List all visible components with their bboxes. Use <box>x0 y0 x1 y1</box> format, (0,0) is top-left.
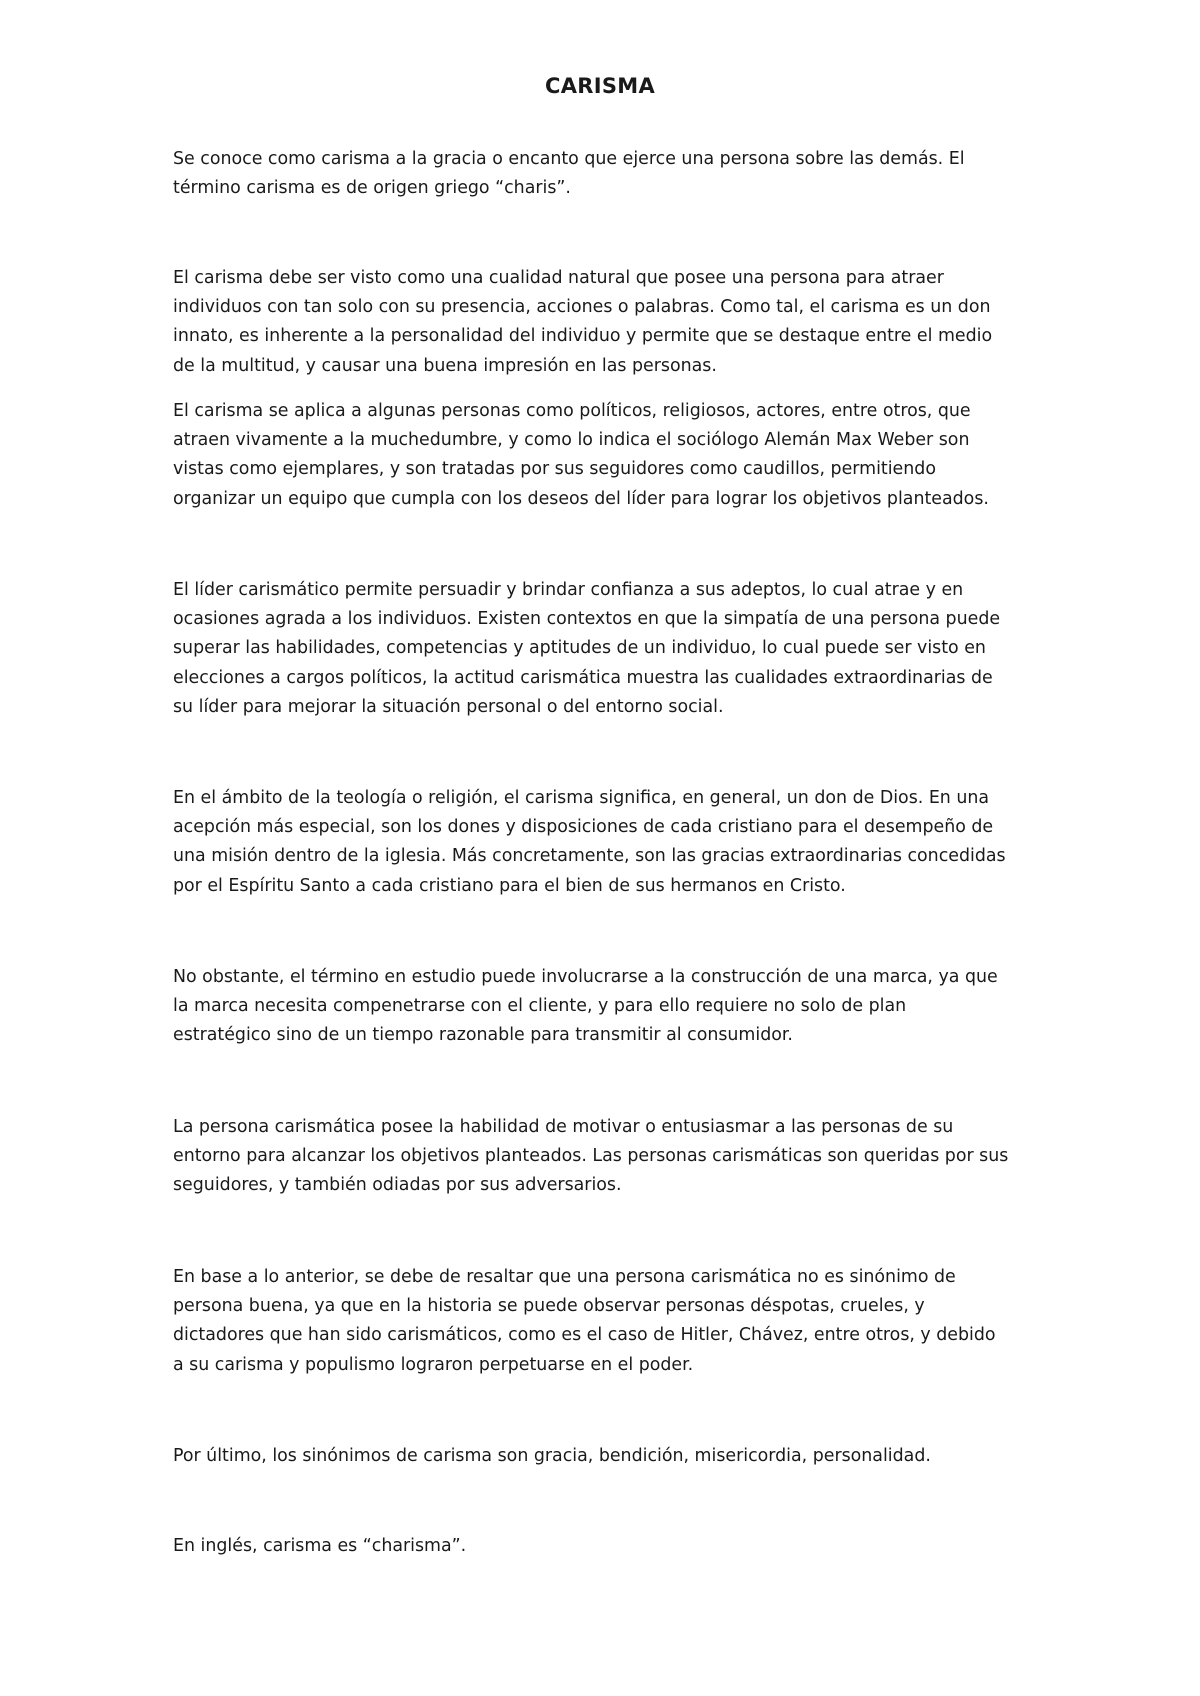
text-line: dictadores que han sido carismáticos, como es el caso de Hitler, Chávez, entre otros, y debido <box>173 1325 996 1346</box>
paragraph-brand <box>173 963 1053 1051</box>
text-line: término carisma es de origen griego “charis”. <box>173 178 571 199</box>
text-line: vistas como ejemplares, y son tratadas por sus seguidores como caudillos, permitiendo <box>173 459 936 480</box>
text-line: a su carisma y populismo lograron perpetuarse en el poder. <box>173 1354 694 1375</box>
text-line: La persona carismática posee la habilidad de motivar o entusiasmar a las personas de su <box>173 1117 954 1137</box>
text-line: En el ámbito de la teología o religión, el carisma significa, en general, un don de Dios. En una <box>173 788 990 808</box>
text-line: El carisma se aplica a algunas personas como políticos, religiosos, actores, entre otros, que <box>173 401 971 421</box>
text-line: estratégico sino de un tiempo razonable para transmitir al consumidor. <box>173 1025 793 1046</box>
text-line: la marca necesita compenetrarse con el cliente, y para ello requiere no solo de plan <box>173 996 907 1017</box>
text-line: por el Espíritu Santo a cada cristiano para el bien de sus hermanos en Cristo. <box>173 875 846 896</box>
text-line: Por último, los sinónimos de carisma son gracia, bendición, misericordia, personalidad. <box>173 1446 931 1466</box>
paragraph-synonyms <box>173 1442 1053 1471</box>
text-line: No obstante, el término en estudio puede involucrarse a la construcción de una marca, ya que <box>173 967 998 987</box>
text-line: su líder para mejorar la situación personal o del entorno social. <box>173 696 724 717</box>
paragraph-theology <box>173 784 1053 901</box>
paragraph-definition <box>173 145 1053 203</box>
text-line: una misión dentro de la iglesia. Más concretamente, son las gracias extraordinarias concedidas <box>173 846 1006 867</box>
text-line: Se conoce como carisma a la gracia o encanto que ejerce una persona sobre las demás. El <box>173 149 965 169</box>
document-title: CARISMA <box>544 74 656 98</box>
text-line: de la multitud, y causar una buena impresión en las personas. <box>173 355 717 376</box>
text-line: ocasiones agrada a los individuos. Existen contextos en que la simpatía de una persona puede <box>173 609 1001 630</box>
paragraph-not-synonym <box>173 1263 1053 1380</box>
text-line: El líder carismático permite persuadir y brindar confianza a sus adeptos, lo cual atrae y en <box>173 580 964 600</box>
text-line: innato, es inherente a la personalidad del individuo y permite que se destaque entre el medio <box>173 326 993 347</box>
text-line: atraen vivamente a la muchedumbre, y como lo indica el sociólogo Alemán Max Weber son <box>173 430 970 451</box>
text-line: En base a lo anterior, se debe de resaltar que una persona carismática no es sinónimo de <box>173 1267 956 1287</box>
text-line: individuos con tan solo con su presencia, acciones o palabras. Como tal, el carisma es un don <box>173 297 991 318</box>
paragraph-motivation <box>173 1113 1053 1201</box>
paragraph-charismatic-leader <box>173 576 1053 722</box>
text-line: En inglés, carisma es “charisma”. <box>173 1536 467 1556</box>
paragraph-english <box>173 1532 1053 1561</box>
text-line: persona buena, ya que en la historia se puede observar personas déspotas, crueles, y <box>173 1296 925 1317</box>
text-line: elecciones a cargos políticos, la actitud carismática muestra las cualidades extraordinarias de <box>173 667 993 688</box>
text-line: entorno para alcanzar los objetivos planteados. Las personas carismáticas son queridas por sus <box>173 1146 1009 1167</box>
text-line: seguidores, y también odiadas por sus adversarios. <box>173 1175 622 1196</box>
paragraph-natural-quality <box>173 264 1053 381</box>
text-line: acepción más especial, son los dones y disposiciones de cada cristiano para el desempeño de <box>173 817 994 838</box>
text-line: organizar un equipo que cumpla con los deseos del líder para lograr los objetivos planteados. <box>173 488 989 509</box>
paragraph-application <box>173 397 1053 514</box>
text-line: El carisma debe ser visto como una cualidad natural que posee una persona para atraer <box>173 268 944 288</box>
text-line: superar las habilidades, competencias y aptitudes de un individuo, lo cual puede ser visto en <box>173 638 986 659</box>
